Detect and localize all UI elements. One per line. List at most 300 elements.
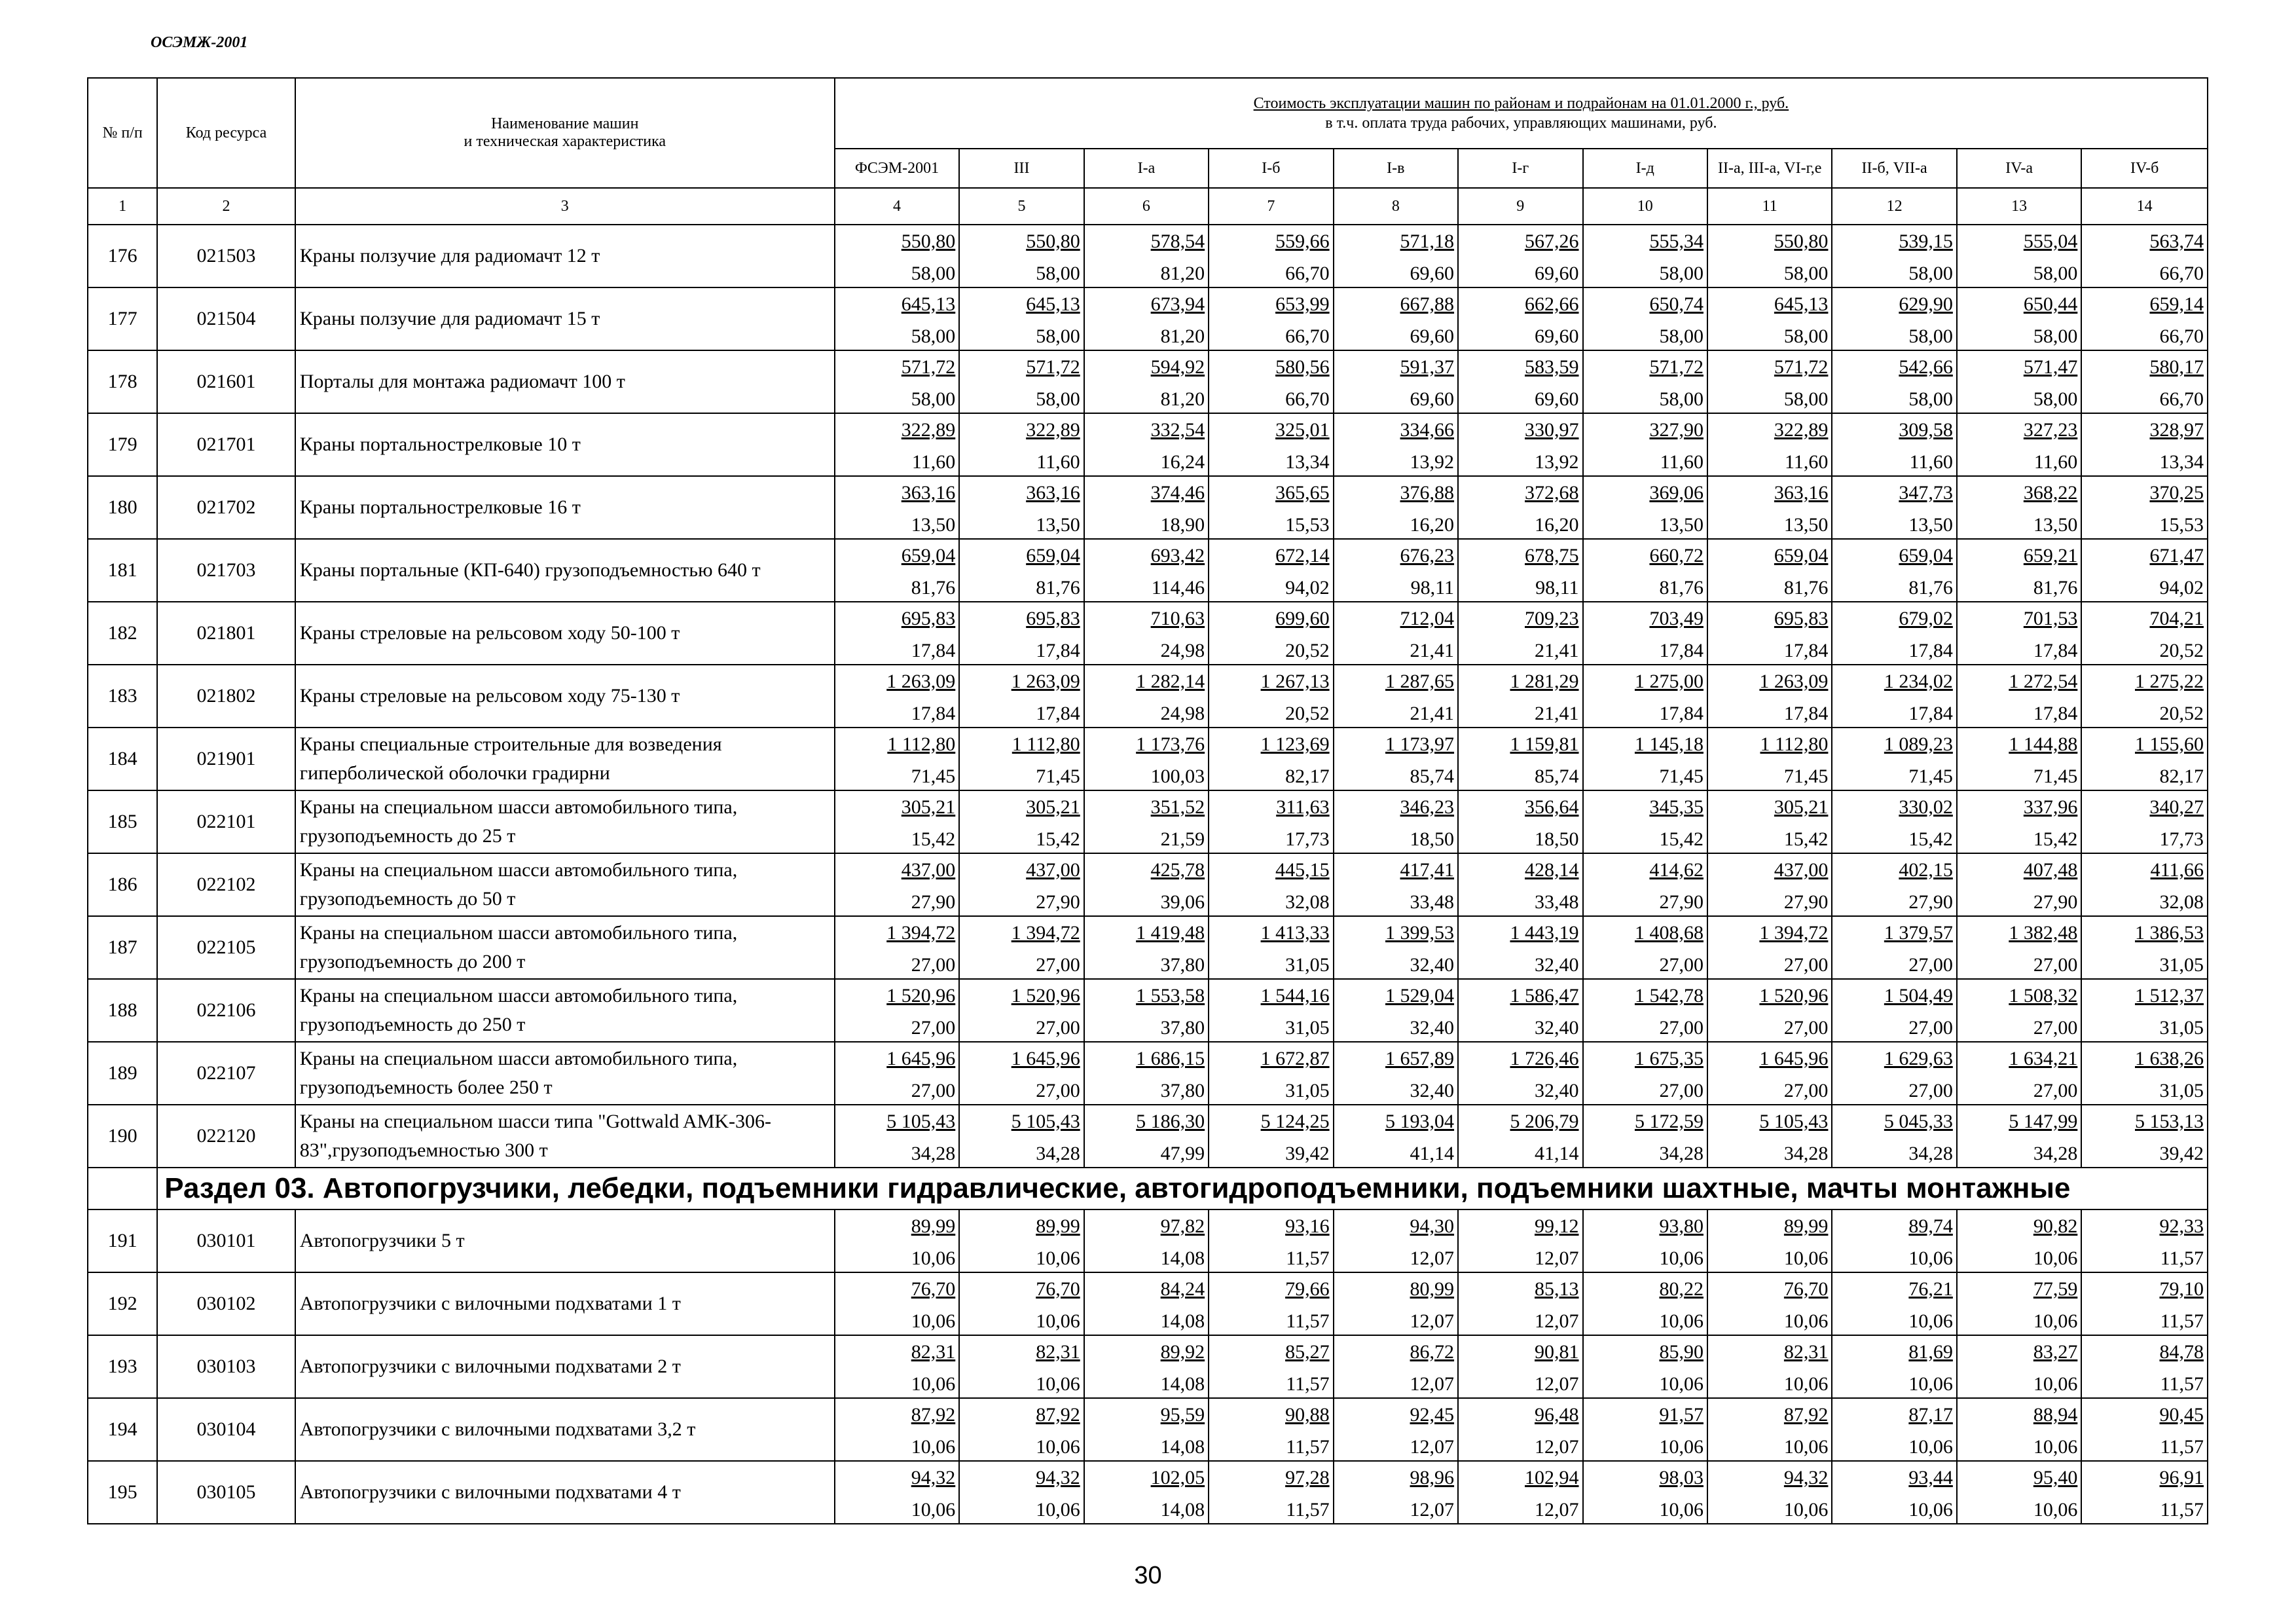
price-cell xyxy=(1084,728,1209,790)
header-column-number: 12 xyxy=(1832,188,1956,225)
operator-wage: 81,76 xyxy=(2033,577,2078,599)
price-cell xyxy=(1707,1209,1832,1272)
operating-cost xyxy=(835,1043,958,1074)
price-cell xyxy=(959,1105,1084,1168)
operating-cost-value: 437,00 xyxy=(901,859,956,881)
operator-wage: 27,00 xyxy=(1783,1017,1829,1039)
operator-wage: 15,42 xyxy=(911,828,956,850)
operating-cost-value: 678,75 xyxy=(1525,545,1579,566)
operating-cost-value: 676,23 xyxy=(1400,545,1455,566)
operator-wage: 58,00 xyxy=(1036,263,1080,284)
operating-cost xyxy=(1459,602,1582,634)
operator-wage: 14,08 xyxy=(1160,1499,1205,1521)
operating-cost xyxy=(1209,854,1332,885)
price-cell xyxy=(2081,225,2208,287)
operating-cost-value: 82,31 xyxy=(1783,1341,1829,1363)
operator-wage: 15,53 xyxy=(2159,514,2204,536)
operating-cost xyxy=(1832,1043,1956,1074)
operating-cost xyxy=(1334,1462,1457,1493)
table-row xyxy=(88,1335,2208,1398)
operating-cost-value: 89,74 xyxy=(1908,1215,1953,1237)
operating-cost-value: 1 512,37 xyxy=(2135,985,2204,1006)
operator-wage: 12,07 xyxy=(1410,1499,1455,1521)
operating-cost xyxy=(2082,1399,2207,1430)
operating-cost xyxy=(835,1105,958,1137)
price-cell xyxy=(835,728,959,790)
operator-wage: 21,41 xyxy=(1410,640,1455,661)
operating-cost-value: 374,46 xyxy=(1150,482,1205,504)
price-cell xyxy=(1084,1461,1209,1524)
operating-cost xyxy=(835,540,958,571)
operator-wage: 17,84 xyxy=(911,640,956,661)
operating-cost xyxy=(1708,1399,1831,1430)
operating-cost-value: 703,49 xyxy=(1649,608,1704,629)
price-cell xyxy=(1458,539,1582,602)
operating-cost xyxy=(1958,1043,2081,1074)
price-cell xyxy=(1334,1209,1458,1272)
operator-wage: 66,70 xyxy=(2159,388,2204,410)
price-cell xyxy=(835,979,959,1042)
operator-wage: 31,05 xyxy=(1285,1080,1330,1101)
operator-wage: 21,59 xyxy=(1160,828,1205,850)
operator-wage: 12,07 xyxy=(1535,1373,1579,1395)
operator-wage: 21,41 xyxy=(1410,703,1455,724)
operator-wage: 12,07 xyxy=(1410,1310,1455,1332)
price-cell xyxy=(1334,1461,1458,1524)
operating-cost-value: 1 263,09 xyxy=(1759,671,1829,692)
price-cell xyxy=(1957,916,2081,979)
row-number: 192 xyxy=(88,1272,157,1335)
resource-code: 022106 xyxy=(157,979,295,1042)
operator-wage: 10,06 xyxy=(1783,1247,1829,1269)
operator-wage: 20,52 xyxy=(1285,640,1330,661)
price-cell xyxy=(1832,350,1956,413)
operating-cost xyxy=(1708,288,1831,320)
operating-cost-value: 550,80 xyxy=(1026,231,1080,252)
price-cell xyxy=(959,728,1084,790)
operating-cost-value: 94,32 xyxy=(911,1467,956,1488)
price-cell xyxy=(835,602,959,665)
operating-cost xyxy=(1459,791,1582,822)
operator-wage: 71,45 xyxy=(1659,766,1704,787)
price-cell xyxy=(1583,665,1707,728)
row-number: 184 xyxy=(88,728,157,790)
operator-wage: 27,90 xyxy=(1908,891,1953,913)
price-cell xyxy=(1334,1042,1458,1105)
operator-wage: 17,84 xyxy=(1659,703,1704,724)
operating-cost xyxy=(1459,1210,1582,1242)
operating-cost-value: 1 145,18 xyxy=(1634,733,1704,755)
operator-wage: 12,07 xyxy=(1410,1373,1455,1395)
operator-wage: 10,06 xyxy=(1908,1310,1953,1332)
price-cell xyxy=(1583,728,1707,790)
operator-wage: 12,07 xyxy=(1410,1436,1455,1458)
price-cell xyxy=(1957,539,2081,602)
operator-wage: 32,40 xyxy=(1535,954,1579,976)
operator-wage: 10,06 xyxy=(1659,1373,1704,1395)
operating-cost-value: 659,04 xyxy=(901,545,956,566)
section-row-group xyxy=(88,1168,2208,1209)
operating-cost-value: 94,32 xyxy=(1036,1467,1080,1488)
operating-cost-value: 370,25 xyxy=(2149,482,2204,504)
price-cell xyxy=(1334,1335,1458,1398)
operating-cost xyxy=(1085,728,1208,760)
operating-cost xyxy=(1459,980,1582,1011)
operator-wage: 58,00 xyxy=(1908,325,1953,347)
table-row xyxy=(88,476,2208,539)
price-cell xyxy=(1832,1209,1956,1272)
operating-cost-value: 555,04 xyxy=(2023,231,2078,252)
operating-cost-value: 346,23 xyxy=(1400,796,1455,818)
price-cell xyxy=(1957,1272,2081,1335)
machine-name: Краны на специальном шасси автомобильного типа, грузоподъемность до 200 т xyxy=(295,916,835,979)
price-cell xyxy=(1209,476,1333,539)
operating-cost xyxy=(1832,728,1956,760)
operating-cost xyxy=(960,1399,1083,1430)
operating-cost-value: 1 504,49 xyxy=(1884,985,1953,1006)
operating-cost-value: 82,31 xyxy=(911,1341,956,1363)
operating-cost-value: 1 173,97 xyxy=(1385,733,1455,755)
operating-cost-value: 1 443,19 xyxy=(1510,922,1579,944)
operating-cost-value: 1 112,80 xyxy=(1760,733,1829,755)
operator-wage: 11,57 xyxy=(2160,1310,2204,1332)
operator-wage: 12,07 xyxy=(1535,1310,1579,1332)
price-cell xyxy=(959,1272,1084,1335)
price-cell xyxy=(1957,1042,2081,1105)
operating-cost-value: 305,21 xyxy=(901,796,956,818)
operating-cost-value: 679,02 xyxy=(1899,608,1953,629)
price-cell xyxy=(1957,1209,2081,1272)
machine-name: Автопогрузчики с вилочными подхватами 4 т xyxy=(295,1461,835,1524)
operating-cost xyxy=(1584,665,1707,697)
operating-cost-value: 659,04 xyxy=(1026,545,1080,566)
operating-cost-value: 580,56 xyxy=(1275,356,1330,378)
operating-cost xyxy=(1209,1462,1332,1493)
header-name-line1: Наименование машин xyxy=(491,115,639,132)
operator-wage: 85,74 xyxy=(1535,766,1579,787)
operator-wage: 27,00 xyxy=(1908,1080,1953,1101)
operating-cost xyxy=(1708,1105,1831,1137)
machine-name: Порталы для монтажа радиомачт 100 т xyxy=(295,350,835,413)
operating-cost-value: 1 123,69 xyxy=(1260,733,1330,755)
header-region: ФСЭМ-2001 xyxy=(835,149,959,188)
price-cell xyxy=(1583,476,1707,539)
operating-cost xyxy=(960,540,1083,571)
price-cell xyxy=(1707,1461,1832,1524)
operator-wage: 10,06 xyxy=(1036,1247,1080,1269)
operating-cost-value: 330,97 xyxy=(1525,419,1579,441)
operator-wage: 17,84 xyxy=(2033,703,2078,724)
price-cell xyxy=(1707,916,1832,979)
price-cell xyxy=(1458,413,1582,476)
operator-wage: 17,73 xyxy=(2159,828,2204,850)
operator-wage: 10,06 xyxy=(911,1310,956,1332)
operator-wage: 14,08 xyxy=(1160,1310,1205,1332)
price-cell xyxy=(1209,979,1333,1042)
operating-cost xyxy=(835,854,958,885)
operating-cost xyxy=(1584,1043,1707,1074)
price-cell xyxy=(959,1398,1084,1461)
operating-cost xyxy=(1584,917,1707,948)
operating-cost xyxy=(1584,791,1707,822)
price-cell xyxy=(1209,728,1333,790)
operating-cost-value: 1 675,35 xyxy=(1634,1048,1704,1069)
operating-cost-value: 76,70 xyxy=(911,1278,956,1300)
price-cell xyxy=(835,790,959,853)
row-number: 181 xyxy=(88,539,157,602)
operating-cost xyxy=(1459,351,1582,382)
operator-wage: 18,50 xyxy=(1535,828,1579,850)
operating-cost-value: 351,52 xyxy=(1150,796,1205,818)
operating-cost-value: 1 544,16 xyxy=(1260,985,1330,1006)
price-cell xyxy=(2081,413,2208,476)
machine-name: Автопогрузчики с вилочными подхватами 3,2 т xyxy=(295,1398,835,1461)
header-group-subtitle: в т.ч. оплата труда рабочих, управляющих машинами, руб. xyxy=(1325,115,1717,132)
operating-cost xyxy=(960,1105,1083,1137)
operating-cost xyxy=(1584,477,1707,508)
table-row xyxy=(88,979,2208,1042)
operating-cost-value: 369,06 xyxy=(1649,482,1704,504)
operating-cost-value: 356,64 xyxy=(1525,796,1579,818)
price-cell xyxy=(1334,287,1458,350)
price-cell xyxy=(1334,350,1458,413)
operating-cost xyxy=(835,791,958,822)
operator-wage: 32,40 xyxy=(1535,1017,1579,1039)
operator-wage: 11,57 xyxy=(1286,1373,1330,1395)
operating-cost xyxy=(2082,540,2207,571)
price-cell xyxy=(2081,350,2208,413)
price-cell xyxy=(2081,1105,2208,1168)
row-number: 187 xyxy=(88,916,157,979)
table-row xyxy=(88,1209,2208,1272)
operator-wage: 114,46 xyxy=(1151,577,1205,599)
operating-cost-value: 542,66 xyxy=(1899,356,1953,378)
price-cell xyxy=(1458,665,1582,728)
operating-cost-value: 1 282,14 xyxy=(1136,671,1205,692)
operating-cost-value: 417,41 xyxy=(1400,859,1455,881)
operator-wage: 14,08 xyxy=(1160,1247,1205,1269)
price-cell xyxy=(835,1461,959,1524)
operator-wage: 58,00 xyxy=(1783,388,1829,410)
operator-wage: 13,50 xyxy=(1036,514,1080,536)
operator-wage: 94,02 xyxy=(1285,577,1330,599)
operating-cost xyxy=(1708,540,1831,571)
price-cell xyxy=(1209,1209,1333,1272)
row-number: 195 xyxy=(88,1461,157,1524)
operating-cost-value: 650,44 xyxy=(2023,293,2078,315)
operating-cost-value: 1 419,48 xyxy=(1136,922,1205,944)
operator-wage: 17,84 xyxy=(1908,640,1953,661)
price-cell xyxy=(2081,476,2208,539)
price-cell xyxy=(1334,476,1458,539)
header-region: I-д xyxy=(1583,149,1707,188)
price-cell xyxy=(2081,853,2208,916)
table-row xyxy=(88,287,2208,350)
price-cell xyxy=(1084,979,1209,1042)
operating-cost xyxy=(1832,351,1956,382)
operating-cost-value: 578,54 xyxy=(1150,231,1205,252)
price-cell xyxy=(835,665,959,728)
operating-cost-value: 699,60 xyxy=(1275,608,1330,629)
operator-wage: 17,84 xyxy=(1036,640,1080,661)
operating-cost-value: 1 281,29 xyxy=(1510,671,1579,692)
operating-cost-value: 1 394,72 xyxy=(1759,922,1829,944)
price-cell xyxy=(1458,853,1582,916)
operator-wage: 58,00 xyxy=(1908,263,1953,284)
row-number: 178 xyxy=(88,350,157,413)
operating-cost xyxy=(1334,540,1457,571)
operating-cost-value: 89,99 xyxy=(1036,1215,1080,1237)
operating-cost xyxy=(960,980,1083,1011)
price-cell xyxy=(1832,790,1956,853)
operating-cost xyxy=(1209,1399,1332,1430)
operator-wage: 82,17 xyxy=(2159,766,2204,787)
header-region: I-а xyxy=(1084,149,1209,188)
operator-wage: 81,20 xyxy=(1160,388,1205,410)
price-cell xyxy=(1209,1272,1333,1335)
operating-cost-value: 571,47 xyxy=(2023,356,2078,378)
operating-cost xyxy=(1085,414,1208,445)
operator-wage: 71,45 xyxy=(1036,766,1080,787)
operating-cost-value: 5 206,79 xyxy=(1510,1111,1579,1132)
price-cell xyxy=(959,1461,1084,1524)
operator-wage: 10,06 xyxy=(1908,1499,1953,1521)
operating-cost-value: 1 394,72 xyxy=(1011,922,1080,944)
row-number: 190 xyxy=(88,1105,157,1168)
operator-wage: 41,14 xyxy=(1535,1143,1579,1164)
operating-cost-value: 645,13 xyxy=(1026,293,1080,315)
operating-cost xyxy=(1209,917,1332,948)
operating-cost xyxy=(960,414,1083,445)
header-code: Код ресурса xyxy=(157,78,295,188)
operator-wage: 16,24 xyxy=(1160,451,1205,473)
operator-wage: 58,00 xyxy=(1036,325,1080,347)
operating-cost xyxy=(1334,351,1457,382)
operating-cost xyxy=(1958,1336,2081,1367)
price-cell xyxy=(1832,853,1956,916)
operator-wage: 66,70 xyxy=(1285,325,1330,347)
operating-cost-value: 94,32 xyxy=(1783,1467,1829,1488)
operator-wage: 47,99 xyxy=(1160,1143,1205,1164)
operator-wage: 81,76 xyxy=(1036,577,1080,599)
operator-wage: 13,92 xyxy=(1410,451,1455,473)
operating-cost-value: 5 105,43 xyxy=(1759,1111,1829,1132)
row-number: 189 xyxy=(88,1042,157,1105)
price-cell xyxy=(1458,1398,1582,1461)
row-number: 185 xyxy=(88,790,157,853)
operating-cost-value: 90,45 xyxy=(2159,1404,2204,1426)
operator-wage: 33,48 xyxy=(1535,891,1579,913)
operating-cost xyxy=(1958,1462,2081,1493)
operator-wage: 11,57 xyxy=(1286,1310,1330,1332)
operator-wage: 10,06 xyxy=(1036,1436,1080,1458)
operating-cost xyxy=(1209,288,1332,320)
operator-wage: 82,17 xyxy=(1285,766,1330,787)
header-column-number: 10 xyxy=(1583,188,1707,225)
price-cell xyxy=(1209,853,1333,916)
operator-wage: 10,06 xyxy=(1659,1499,1704,1521)
operator-wage: 27,00 xyxy=(1036,1017,1080,1039)
header-column-number: 6 xyxy=(1084,188,1209,225)
operating-cost xyxy=(1584,351,1707,382)
operator-wage: 20,52 xyxy=(2159,640,2204,661)
price-cell xyxy=(1084,287,1209,350)
price-cell xyxy=(1832,728,1956,790)
price-cell xyxy=(1707,1398,1832,1461)
operator-wage: 31,05 xyxy=(1285,954,1330,976)
operating-cost-value: 97,82 xyxy=(1160,1215,1205,1237)
operator-wage: 69,60 xyxy=(1535,325,1579,347)
table-row xyxy=(88,1461,2208,1524)
operating-cost xyxy=(1459,1105,1582,1137)
operating-cost-value: 328,97 xyxy=(2149,419,2204,441)
price-cell xyxy=(2081,1209,2208,1272)
price-cell xyxy=(1832,1105,1956,1168)
price-cell xyxy=(959,413,1084,476)
operator-wage: 27,00 xyxy=(1783,954,1829,976)
operator-wage: 58,00 xyxy=(1036,388,1080,410)
operating-cost xyxy=(1209,351,1332,382)
price-cell xyxy=(835,225,959,287)
operator-wage: 18,50 xyxy=(1410,828,1455,850)
price-cell xyxy=(1209,1461,1333,1524)
machine-name: Автопогрузчики с вилочными подхватами 1 т xyxy=(295,1272,835,1335)
operator-wage: 27,00 xyxy=(1659,954,1704,976)
price-cell xyxy=(1957,225,2081,287)
machine-name: Краны стреловые на рельсовом ходу 50-100 т xyxy=(295,602,835,665)
operator-wage: 27,00 xyxy=(1659,1080,1704,1101)
resource-code: 022101 xyxy=(157,790,295,853)
operating-cost-value: 5 172,59 xyxy=(1634,1111,1704,1132)
operator-wage: 39,42 xyxy=(1285,1143,1330,1164)
operating-cost-value: 712,04 xyxy=(1400,608,1455,629)
operating-cost-value: 571,72 xyxy=(1026,356,1080,378)
price-cell xyxy=(835,1398,959,1461)
machine-name: Автопогрузчики с вилочными подхватами 2 т xyxy=(295,1335,835,1398)
machine-name: Краны специальные строительные для возведения гиперболической оболочки градирни xyxy=(295,728,835,790)
operating-cost xyxy=(2082,917,2207,948)
price-cell xyxy=(1583,413,1707,476)
operating-cost xyxy=(1085,1210,1208,1242)
document-header: ОСЭМЖ-2001 xyxy=(151,34,248,51)
machine-name: Краны ползучие для радиомачт 12 т xyxy=(295,225,835,287)
price-cell xyxy=(1832,287,1956,350)
machine-name: Краны портальные (КП-640) грузоподъемностью 640 т xyxy=(295,539,835,602)
operator-wage: 81,76 xyxy=(1908,577,1953,599)
price-cell xyxy=(1084,1272,1209,1335)
operating-cost-value: 1 144,88 xyxy=(2009,733,2078,755)
price-cell xyxy=(1583,853,1707,916)
operating-cost-value: 555,34 xyxy=(1649,231,1704,252)
operating-cost xyxy=(1459,1043,1582,1074)
price-cell xyxy=(1583,1398,1707,1461)
operator-wage: 13,50 xyxy=(1908,514,1953,536)
operating-cost-value: 695,83 xyxy=(901,608,956,629)
price-cell xyxy=(1458,1461,1582,1524)
operator-wage: 13,92 xyxy=(1535,451,1579,473)
price-cell xyxy=(1957,853,2081,916)
price-cell xyxy=(1458,225,1582,287)
price-cell xyxy=(1084,1105,1209,1168)
operating-cost-value: 1 542,78 xyxy=(1634,985,1704,1006)
operating-cost-value: 95,40 xyxy=(2033,1467,2078,1488)
operating-cost-value: 5 153,13 xyxy=(2135,1111,2204,1132)
header-region: II-а, III-а, VI-г,e xyxy=(1707,149,1832,188)
operating-cost-value: 659,04 xyxy=(1774,545,1829,566)
resource-code: 022120 xyxy=(157,1105,295,1168)
operator-wage: 17,84 xyxy=(1659,640,1704,661)
operating-cost xyxy=(1459,728,1582,760)
